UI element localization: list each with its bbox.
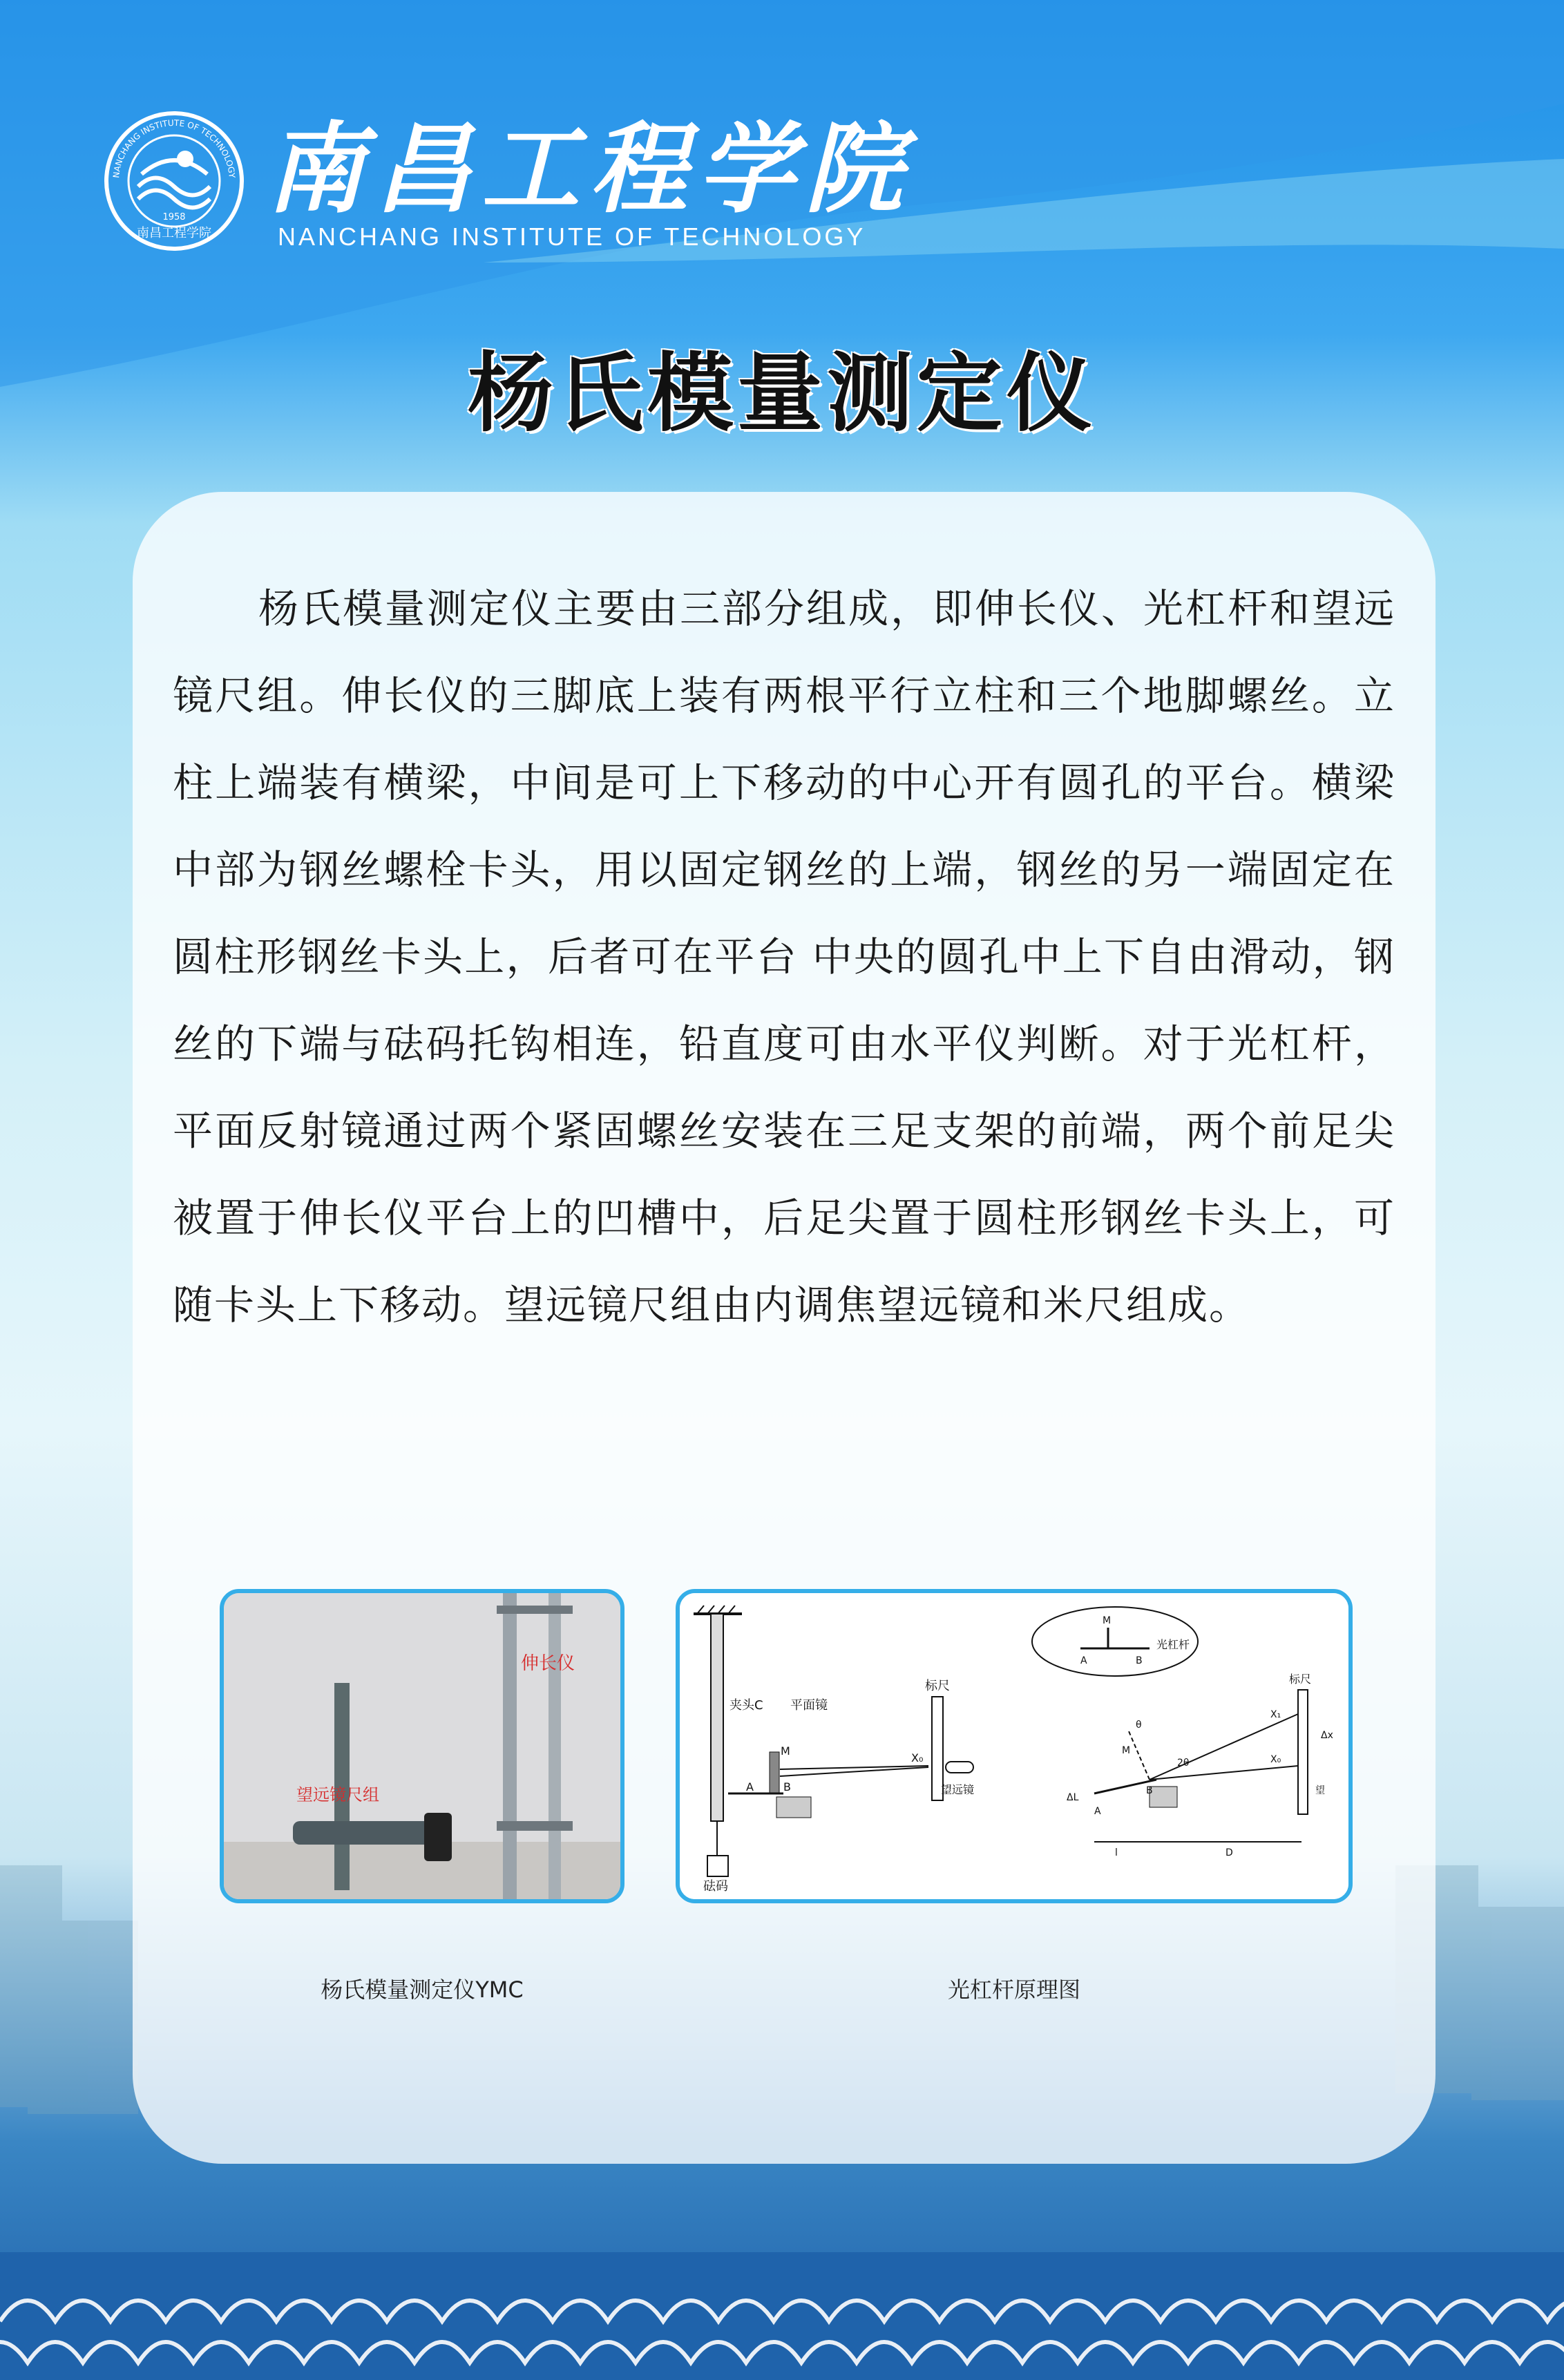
svg-text:M: M bbox=[1122, 1745, 1131, 1756]
svg-text:A: A bbox=[746, 1780, 754, 1793]
instrument-photo bbox=[220, 1589, 624, 1903]
school-name-cn: 南昌工程学院 bbox=[266, 112, 913, 227]
svg-text:平面镜: 平面镜 bbox=[790, 1698, 828, 1713]
svg-text:NANCHANG INSTITUTE OF TECHNOLO: NANCHANG INSTITUTE OF TECHNOLOGY bbox=[111, 117, 237, 179]
instrument-photo-illustration bbox=[224, 1593, 620, 1899]
svg-text:X₀: X₀ bbox=[1270, 1754, 1281, 1765]
svg-text:望: 望 bbox=[1315, 1785, 1325, 1796]
svg-text:ΔL: ΔL bbox=[1067, 1792, 1079, 1803]
svg-text:望远镜: 望远镜 bbox=[941, 1783, 975, 1796]
svg-text:M: M bbox=[1103, 1615, 1112, 1626]
svg-text:伸长仪: 伸长仪 bbox=[521, 1653, 575, 1674]
svg-text:砝码: 砝码 bbox=[703, 1879, 728, 1894]
svg-text:B: B bbox=[1136, 1655, 1143, 1666]
svg-text:A: A bbox=[1094, 1806, 1101, 1817]
svg-text:B: B bbox=[783, 1780, 791, 1793]
svg-text:夹头C: 夹头C bbox=[729, 1698, 763, 1713]
svg-text:望远镜尺组: 望远镜尺组 bbox=[296, 1785, 379, 1805]
photo-caption: 杨氏模量测定仪YMC bbox=[321, 1977, 524, 2003]
svg-text:X₁: X₁ bbox=[1270, 1709, 1281, 1720]
svg-text:M: M bbox=[781, 1744, 790, 1758]
optical-lever-diagram bbox=[676, 1589, 1353, 1903]
svg-text:B: B bbox=[1146, 1785, 1153, 1796]
diagram-caption: 光杠杆原理图 bbox=[947, 1977, 1080, 2003]
svg-text:1958: 1958 bbox=[162, 212, 186, 222]
svg-text:Δx: Δx bbox=[1321, 1730, 1333, 1741]
page-title: 杨氏模量测定仪 bbox=[467, 344, 1096, 444]
svg-text:标尺: 标尺 bbox=[1289, 1673, 1312, 1686]
svg-text:θ: θ bbox=[1136, 1720, 1142, 1731]
school-emblem-icon bbox=[104, 111, 245, 252]
school-name-en: NANCHANG INSTITUTE OF TECHNOLOGY bbox=[278, 222, 866, 251]
svg-text:D: D bbox=[1226, 1847, 1233, 1858]
svg-text:标尺: 标尺 bbox=[925, 1679, 950, 1693]
school-logo bbox=[104, 111, 913, 269]
svg-text:l: l bbox=[1115, 1847, 1118, 1858]
svg-text:2θ: 2θ bbox=[1177, 1758, 1190, 1769]
svg-text:X₀: X₀ bbox=[911, 1751, 924, 1764]
optical-lever-principle-drawing bbox=[680, 1593, 1348, 1899]
svg-text:南昌工程学院: 南昌工程学院 bbox=[137, 226, 211, 240]
svg-text:光杠杆: 光杠杆 bbox=[1156, 1638, 1190, 1651]
svg-text:A: A bbox=[1080, 1655, 1087, 1666]
body-paragraph: 杨氏模量测定仪主要由三部分组成，即伸长仪、光杠杆和望远镜尺组。伸长仪的三脚底上装有两根平行立柱和三个地脚螺丝。立柱上端装有横梁，中间是可上下移动的中心开有圆孔的平台。横梁中部为钢丝螺栓卡头，用以固定钢丝的上端，钢丝的另一端固定在圆柱形钢丝卡头上，后者可在平台 中央的圆孔中上下自由滑动，钢丝的下端与砝码托钩相连，铅直度可由水平仪判断。对于光杠杆，平面反射镜通过两个紧固螺丝安装在三足支架的前端，两个前足尖被置于伸长仪平台上的凹槽中，后足尖置于圆柱形钢丝卡头上，可随卡头上下移动。望远镜尺组由内调焦望远镜和米尺组成。 bbox=[173, 585, 1395, 1329]
